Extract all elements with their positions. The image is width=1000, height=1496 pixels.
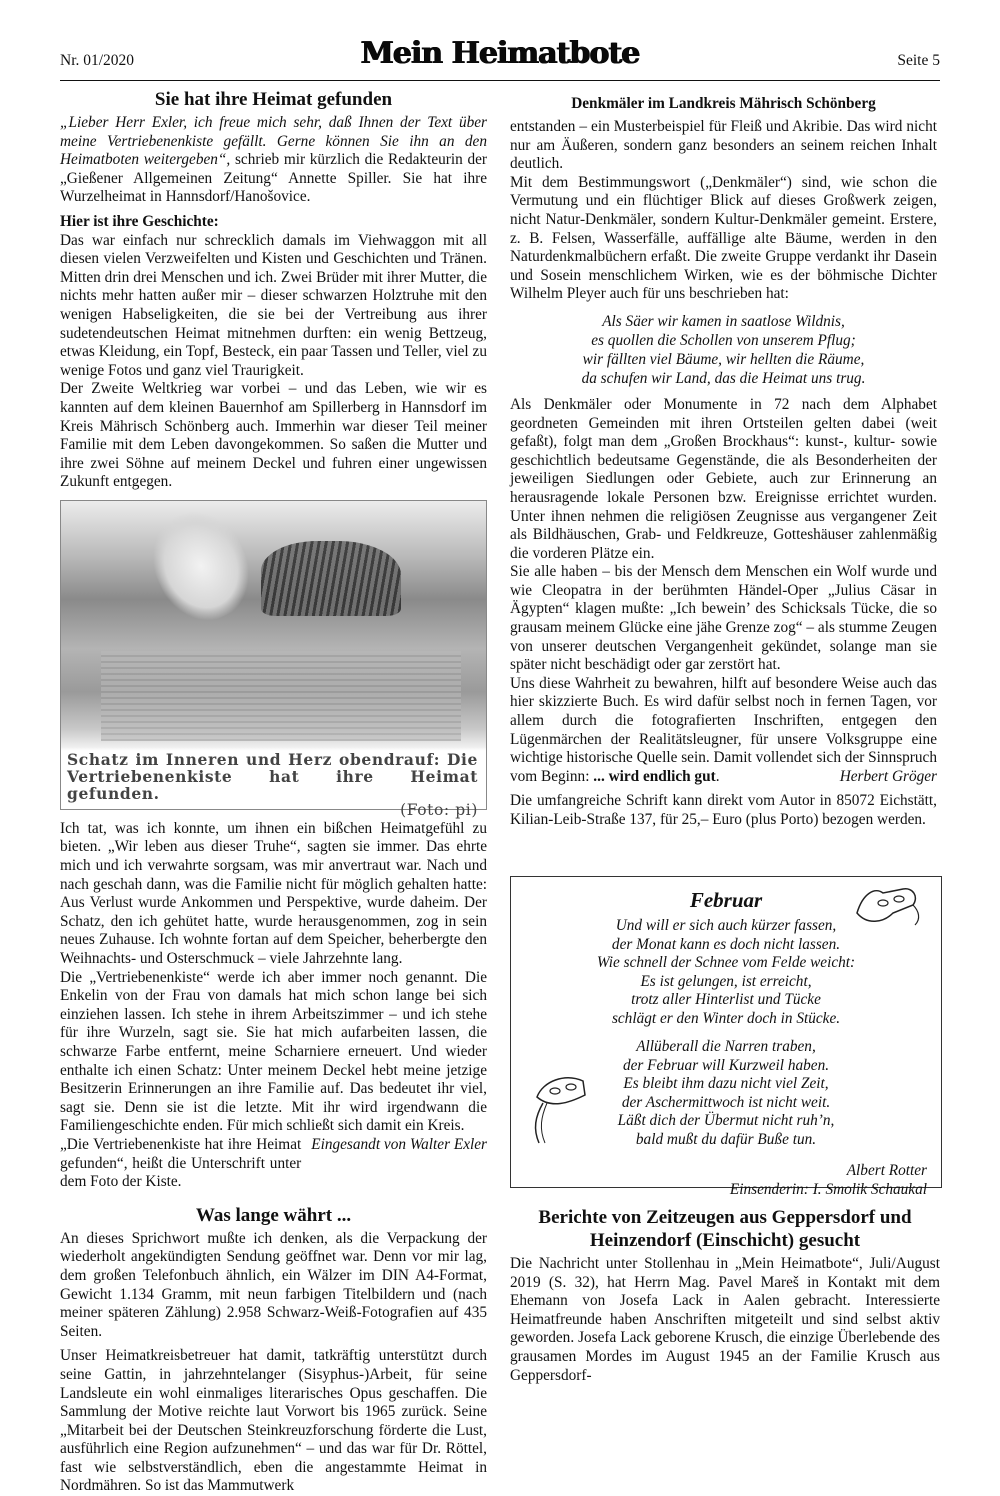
februar-poem-box: [510, 876, 942, 1198]
verse-line: trotz aller Hinterlist und Tücke: [631, 991, 821, 1008]
photo-heart-shape: [137, 497, 265, 635]
photo-chest-lid: [261, 541, 401, 616]
article2-proverb-end: ... wird endlich gut: [593, 767, 716, 785]
poem-author: Albert Rotter: [846, 1162, 927, 1179]
verse-line: der Monat kann es doch nicht lassen.: [611, 935, 841, 953]
right-column: [510, 90, 937, 830]
article3-paragraph-1: Die Nachricht unter Stollenhau in „Mein Heimatbote“, Juli/August 2019 (S. 32), hat Herrn Mag. Pavel Mareš in Kontakt mit dem Ehemann von Josefa Lack in Aalen gebracht. Interessierte Heimatfreunde haben Anschriften mitgeteilt und sind selbst aktiv geworden. Josefa Lack geborene Krusch, die einzige Überlebende des grausamen Mordes im August 1945 an der Familie Krusch aus Geppersdorf-: [510, 1255, 940, 1384]
verse-line: schlägt er den Winter doch in Stücke.: [611, 1009, 841, 1027]
article2-paragraph-2: Unser Heimatkreisbetreuer hat damit, tatkräftig unterstützt durch seine Gattin, in jahrzehntelanger (Sisyphus-)Arbeit, für seine Landsleute ein wohl einmaliges literarisches Opus geschaffen. Die Sammlung der Motive reichte laut Vorwort bis 1965 zurück. Seine „Mitarbeit bei der Deutschen Steinkreuzforschung förderte die Lust, ausführlich eine Region aufzunehmen“ – und das war für Dr. Röttel, fast wie selbstverständlich, eben die angestammte Heimat in Nordmähren. So ist das Mammutwerk: [60, 1347, 487, 1495]
article2-subhead: Denkmäler im Landkreis Mährisch Schönberg: [571, 95, 876, 112]
poem-line: wir fällten viel Bäume, wir hellten die Räume,: [582, 350, 865, 368]
verse-line: Läßt dich der Übermut nicht ruh’n,: [617, 1112, 835, 1129]
photo-chest-body: [101, 651, 461, 741]
article1-intro-rest: schrieb mir kürzlich die Redakteurin der „Gießener Allgemeinen Zeitung“ Annette Spiller. Sie hat ihre Wurzelheimat in Hannsdorf/Hanošovice.: [60, 151, 487, 206]
article1-subhead: Hier ist ihre Geschichte:: [60, 212, 219, 230]
article2-paragraph-8: Die umfangreiche Schrift kann direkt vom Autor in 85072 Eichstätt, Kilian-Leib-Straße 137, für 25,– Euro (plus Porto) bezogen werden.: [510, 792, 937, 828]
photo-caption-text: Schatz im Inneren und Herz obendrauf: Die Vertriebenenkiste hat ihre Heimat gefunden.: [67, 749, 478, 803]
verse-line: Und will er sich auch kürzer fassen,: [615, 917, 837, 934]
article1-intro: [60, 114, 487, 207]
article2-paragraph-4: Mit dem Bestimmungswort („Denkmäler“) sind, wie schon die Vermutung und ein flüchtiger Blick auf dieses Großwerk zeigen, nicht Natur-Denkmäler, sondern Kultur-Denkmäler gemeint. Erstere, z. B. Felsen, Wasserfälle, auffällige alte Bäume, werden in den Naturdenkmalbüchern erfaßt. Die zweite Gruppe verdankt ihr Dasein und Sosein menschlichem Wirken, wie es der böhmische Dichter Wilhelm Pleyer auch für uns beschrieben hat:: [510, 173, 937, 303]
masthead-logo: Mein Heimatbote: [360, 36, 640, 71]
article1-paragraph-2: Der Zweite Weltkrieg war vorbei – und das Leben, wie wir es kannten auf dem kleinen Bauernhof am Spillerberg in Hannsdorf im Kreis Mährisch Schönberg auch. Immerhin war dieser Teil meiner Familie mit dem Leben davongekommen. So saßen die Mutter und ihre zwei Söhne auf meinem Deckel und fuhren einer ungewissen Zukunft entgegen.: [60, 380, 487, 491]
page-number: Seite 5: [897, 52, 940, 69]
article1-paragraph-3: Ich tat, was ich konnte, um ihnen ein bißchen Heimatgefühl zu bieten. „Wir leben aus dieser Truhe“, sagten sie immer. Das ehrte mich und ich verwahrte sorgsam, was mir anvertraut war. Nach und nach geschah dann, was die Familie nicht für möglich gehalten hatte: Aus Verlust wurde Ankommen und Perspektive, wurde daheim. Der Schatz, den ich gehütet hatte, wurde herausgenommen, zog in sein neues Zuhause. Ich wohnte fortan auf dem Speicher, beherbergte den Weihnachts- und Osterschmuck – viele Jahrzehnte lang.: [60, 819, 487, 968]
verse-line: bald mußt du dafür Buße tun.: [635, 1130, 817, 1148]
article1-closing-text: „Die Vertriebenenkiste hat ihre Heimat gefunden“, heißt die Unterschrift unter dem Foto der Kiste.: [60, 1135, 302, 1191]
poem-sender: Einsenderin: I. Smolik Schaukal: [729, 1181, 927, 1198]
verse-line: Allüberall die Narren traben,: [636, 1038, 816, 1055]
poem-line: da schufen wir Land, das die Heimat uns trug.: [581, 369, 866, 387]
article2-paragraph-7-text: Uns diese Wahrheit zu bewahren, hilft auf besondere Weise auch das hier skizzierte Buch. Es wird dafür selbst noch in fernen Tagen, vor allem durch die fotografierten Inschriften, entgegen den Lügenmärchen der Realitätsleugner, für unsere Volksgruppe eine wichtige historische Quelle sein. Damit vollendet sich der Sinnspruch vom Beginn:: [510, 674, 937, 785]
article2-paragraph-3: entstanden – ein Musterbeispiel für Fleiß und Akribie. Das wird nicht nur am Äußeren, sondern ganz besonders an seinem reichen Inhalt deutlich.: [510, 118, 937, 173]
poem-box-title: Februar: [689, 888, 763, 912]
article1-title: Sie hat ihre Heimat gefunden: [154, 89, 393, 110]
carnival-mask-icon: [853, 883, 923, 929]
article2-paragraph-1: An dieses Sprichwort mußte ich denken, als die Verpackung der wiederholt angekündigten Sendung geöffnet war. Denn vor mir lag, dem großen Telefonbuch ähnlich, ein Wälzer im DIN A4-Format, Gewicht 1.134 Gramm, mit neun farbigen Titelbildern und (nach meiner späteren Zählung) 2.958 Schwarz-Weiß-Fotografien auf 435 Seiten.: [60, 1229, 487, 1340]
poem-stanza-1: [525, 917, 927, 1028]
photo-credit: (Foto: pi): [400, 800, 478, 819]
header-rule: [60, 80, 940, 81]
left-column: [60, 88, 487, 1496]
verse-line: der Aschermittwoch ist nicht weit.: [621, 1093, 831, 1111]
issue-number: Nr. 01/2020: [60, 52, 135, 69]
article3: [510, 1206, 940, 1385]
article1-intro-quote: „Lieber Herr Exler, ich freue mich sehr, daß Ihnen der Text über meine Vertriebenenkiste gefällt. Gerne können Sie ihn an den Heimatboten weitergeben“,: [60, 114, 487, 169]
chest-photo: [60, 500, 487, 819]
poem-line: es quollen die Schollen von unserem Pflug;: [591, 331, 856, 349]
article2-paragraph-7: [510, 675, 937, 787]
article2-paragraph-7-period: .: [715, 767, 720, 785]
article1-paragraph-5: [60, 1136, 487, 1192]
article3-title: Berichte von Zeitzeugen aus Geppersdorf und Heinzendorf (Einschicht) gesucht: [538, 1207, 912, 1251]
article1-paragraph-4: Die „Vertriebenenkiste“ werde ich aber immer noch genannt. Die Enkelin von der Frau von damals hat mich schon lange bei sich einziehen lassen. Ich stehe in ihrem Arbeitszimmer – und ich stehe für ihre Wurzeln, sagt sie. Sie hat mich aufarbeiten lassen, die schwarze Farbe entfernt, meine Scharniere erneuert. Und wieder enthalte ich einen Schatz: Unter meinem Deckel hebt meine jetzige Besitzerin Erinnerungen an ihre Familie auf. Das bedeutet ihr viel, sagt sie. Denn sie ist die letzte. Mit ihr wird irgendwann die Familiengeschichte enden. Für mich schließt sich damit ein Kreis.: [60, 968, 487, 1135]
pleyer-poem: [510, 312, 937, 388]
verse-line: der Februar will Kurzweil haben.: [622, 1056, 830, 1074]
article1-paragraph-1: Das war einfach nur schrecklich damals im Viehwaggon mit all diesen vielen Verzweifelten und Kisten und Geschichten und Tränen. Mitten drin drei Menschen und ich. Zwei Brüder mit ihrer Mutter, die nichts mehr hatten außer mir – dieser schwarzen Holztruhe mit den wenigen Habseligkeiten, die sie bei der Vertreibung aus ihrer sudetendeutschen Heimat mitnehmen durften: ein wenig Bettzeug, etwas Kleidung, ein Topf, Besteck, ein paar Tassen und Teller, viel zu wenige Fotos und ganz viel Traurigkeit.: [60, 231, 487, 379]
article2-paragraph-5: Als Denkmäler oder Monumente in 72 nach dem Alphabet geordneten Gemeinden mit ihren Ortsteilen gelten dabei (weit gefaßt), folgt man dem „Großen Brockhaus“: kunst-, kultur- sowie geschichtlich bedeutsame Gegenstände, die als Besonderheiten der jeweiligen Siedlungen oder Gebiete, auch zur Erinnerung an herausragende lokale Personen bzw. Ereignisse errichtet wurden. Unter ihnen nehmen die religiösen Zeugnisse aus vergangener Zeit als Bildhäuschen, Grab- und Feldkreuze, Gotteshäuser zahlenmäßig die vorderen Plätze ein.: [510, 395, 937, 562]
photo-caption: [67, 751, 478, 819]
page-header: [60, 36, 940, 80]
poem-line: Als Säer wir kamen in saatlose Wildnis,: [602, 312, 845, 330]
carnival-mask-stick-icon: [525, 1067, 595, 1147]
verse-line: Wie schnell der Schnee vom Felde weicht:: [596, 954, 856, 971]
article2-signature: Herbert Gröger: [839, 767, 937, 785]
verse-line: Es bleibt ihm dazu nicht viel Zeit,: [623, 1075, 829, 1092]
verse-line: Es ist gelungen, ist erreicht,: [640, 972, 812, 990]
article1-signature: Eingesandt von Walter Exler: [311, 1135, 487, 1153]
article2-title: Was lange währt ...: [195, 1204, 352, 1226]
article2-paragraph-6: Sie alle haben – bis der Mensch dem Menschen ein Wolf wurde und wie Cleopatra in der berühmten Händel-Oper „Julius Cäsar in Ägypten“ klagen mußte: „Ich bewein’ des Schicksals Tücke, die so grausam meinem Glücke eine jähe Grenze zog“ – als stumme Zeugen von unserer deutschen Vergangenheit gekündet, solange man sie später nicht beschädigt oder gar zerstört hat.: [510, 563, 937, 674]
